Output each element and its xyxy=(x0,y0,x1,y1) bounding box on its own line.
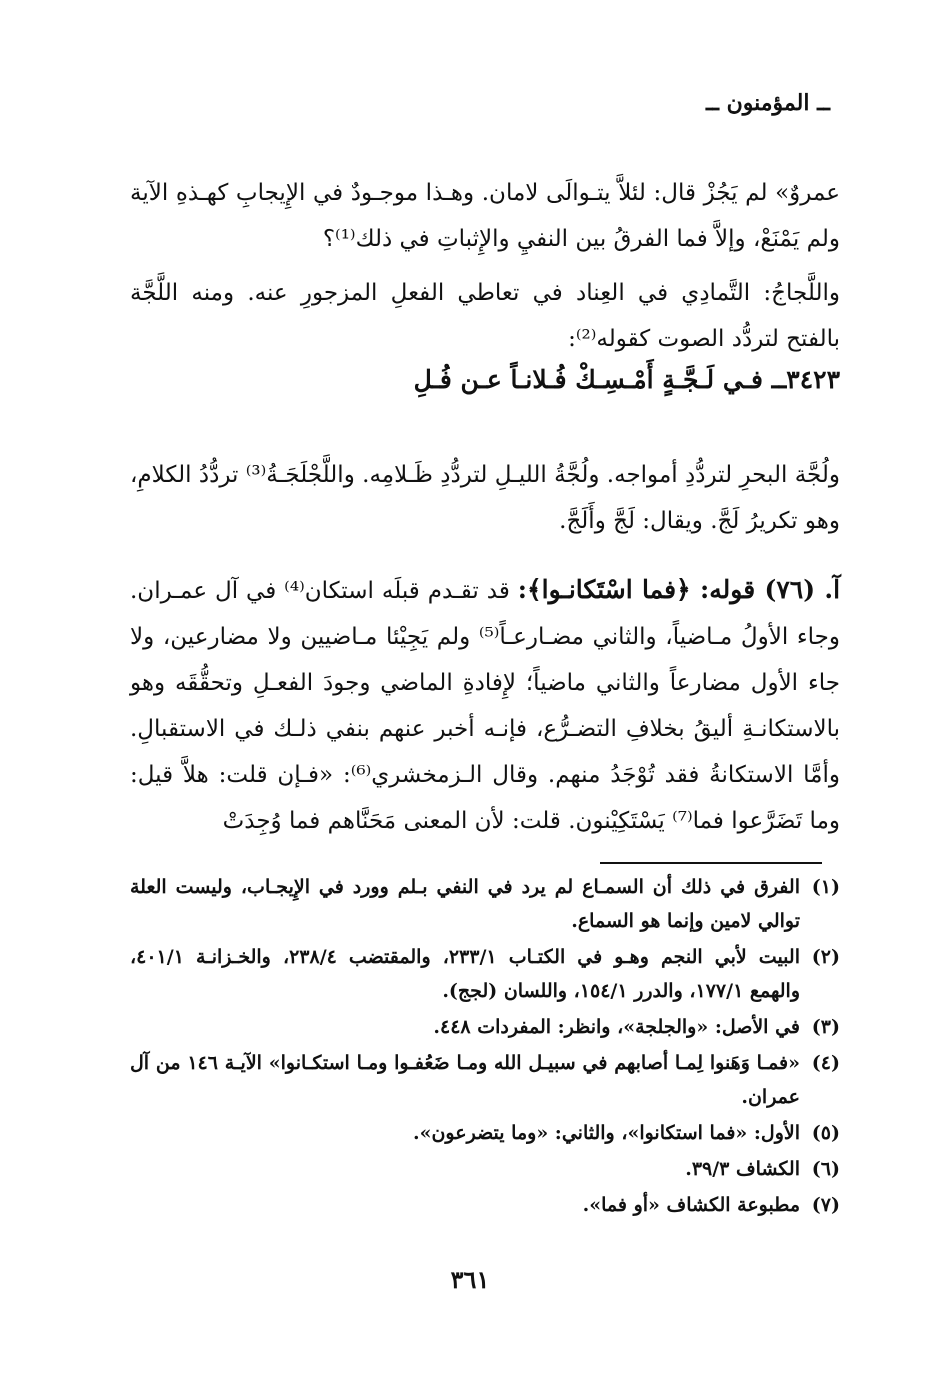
footnote-item xyxy=(130,870,840,938)
footnote-text: «فمـا وَهَنوا لِمـا أصابهم في سبيـل الله ومـا ضَعُفـوا ومـا استكـانوا» الآيـة ١٤٦ من آل عمران. xyxy=(130,1052,800,1108)
footnote-item xyxy=(130,1188,840,1222)
verse-commentary-heading: آ. (٧٦) قوله: ﴿فما اسْتَكانـوا﴾: xyxy=(517,575,841,604)
paragraph-1: عمروٌ» لم يَجُزْ قال: لئلاَّ يتـوالَى لامان. وهـذا موجـودٌ في الإِيجابِ كهـذهِ الآية ولم يَمْنَعْ، وإلاَّ فما الفرقُ بين النفيِ والإِثباتِ في ذلك⁽¹⁾؟ xyxy=(130,180,840,252)
footnote-number: (٧) xyxy=(811,1194,840,1216)
footnote-text: الأول: «فما استكانوا»، والثاني: «وما يتضرعون». xyxy=(412,1122,800,1144)
footnotes-section xyxy=(130,870,840,1224)
footnote-number: (١) xyxy=(811,876,840,898)
footnote-number: (٢) xyxy=(811,946,840,968)
footnote-number: (٣) xyxy=(811,1016,840,1038)
paragraph-3: ولُجَّة البحرِ لتردُّدِ أمواجه. ولُجَّةُ الليـلِ لتردُّدِ ظَـلامِه. واللَّجْلَجَـةُ⁽³⁾ تردُّدُ الكلامِ، وهو تكريرُ لَجَّ. ويقال: لَجَّ وأَلَجَّ. xyxy=(130,462,840,534)
footnote-text: الفرق في ذلك أن السمـاع لم يرد في النفي بـلم وورد في الإِيجـاب، وليست العلة توالي لامين وإنما هو السماع. xyxy=(130,876,800,932)
footnote-item xyxy=(130,940,840,1008)
footnote-item xyxy=(130,1152,840,1186)
footnote-divider xyxy=(600,862,822,864)
paragraph-2: واللَّجاجُ: التَّمادِي في العِناد في تعاطي الفعلِ المزجورِ عنه. ومنه اللَّجَّة بالفتح لتردُّد الصوت كقوله⁽²⁾: xyxy=(130,280,840,352)
footnote-text: الكشاف ٣٩/٣. xyxy=(685,1158,800,1180)
footnote-number: (٦) xyxy=(811,1158,840,1180)
footnote-text: في الأصل: «والجلجة»، وانظر: المفردات ٤٤٨. xyxy=(433,1016,800,1038)
poetry-verse: ٣٤٢٣ــ فـي لَـجَّـةٍ أَمْـسِـكْ فُـلانـاً عـن فُـلِ xyxy=(413,365,840,394)
footnote-item xyxy=(130,1046,840,1114)
footnote-number: (٤) xyxy=(811,1052,840,1074)
page-number: ٣٦١ xyxy=(450,1265,490,1294)
paragraph-4 xyxy=(130,567,840,844)
footnote-text: مطبوعة الكشاف «أو فما». xyxy=(582,1194,800,1216)
paragraph-4-text: قد تقـدم قبلَه استكان⁽⁴⁾ في آل عمـران. وجاء الأولُ مـاضياً، والثاني مضـارعـاً⁽⁵⁾ ولم يَجِيْئا مـاضيين ولا مضارعين، ولا جاء الأول مضارعاً والثاني ماضياً؛ لإِفادةِ الماضي وجودَ الفعـلِ وتحقُّقَه وهو بالاستكانـةِ أليقُ بخلافِ التضـرُّع، فإنـه أخبر عنهم بنفي ذلـك في الاستقبالِ. وأمَّا الاستكانةُ فقد تُوْجَدُ منهم. وقال الـزمخشري⁽⁶⁾: «فـإن قلت: هلاَّ قيل: وما تَضَرَّعوا فما⁽⁷⁾ يَسْتَكِيْنون. قلت: لأن المعنى مَحَنَّاهم فما وُجِدَتْ xyxy=(130,578,840,834)
footnote-item xyxy=(130,1010,840,1044)
footnote-item xyxy=(130,1116,840,1150)
running-header: ــ المؤمنون ــ xyxy=(706,90,830,116)
footnote-text: البيت لأبي النجم وهـو في الكتـاب ٢٣٣/١، والمقتضب ٢٣٨/٤، والخـزانـة ٤٠١/١، والهمع ١٧٧/١، والدرر ١٥٤/١، واللسان (لجج). xyxy=(130,946,800,1002)
footnote-number: (٥) xyxy=(811,1122,840,1144)
